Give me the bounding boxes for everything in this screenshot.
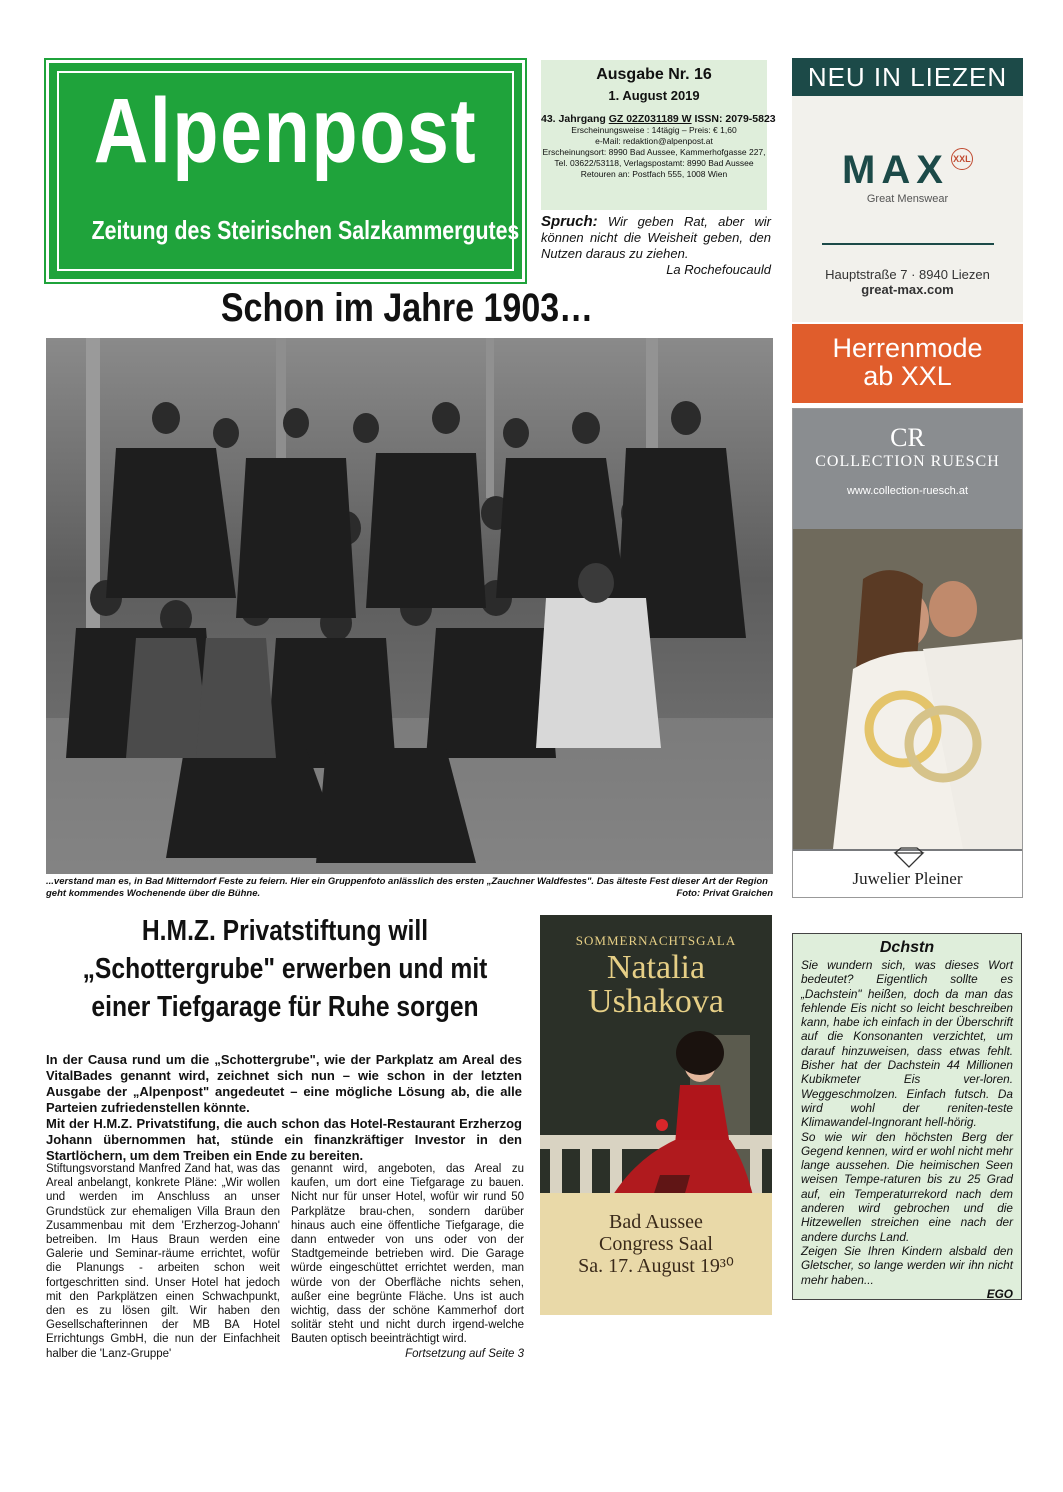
collection-url: www.collection-ruesch.at — [846, 485, 969, 497]
quote-author: La Rochefoucauld — [666, 262, 771, 277]
continued-note: Fortsetzung auf Seite 3 — [405, 1347, 524, 1360]
group-photo — [46, 338, 773, 874]
xxl-badge: XXL — [951, 148, 973, 170]
max-logo — [792, 148, 1023, 193]
promo-line-2: ab XXL — [863, 361, 952, 391]
column-title: Dchstn — [879, 939, 935, 956]
jeweler-name: Juwelier Pleiner — [852, 869, 963, 888]
article-lead — [46, 1052, 522, 1164]
jeweler-box — [793, 851, 1022, 897]
max-website: great-max.com — [861, 282, 954, 297]
issue-date: 1. August 2019 — [608, 88, 700, 103]
gala-town: Bad Aussee — [609, 1211, 703, 1233]
gala-hall: Congress Saal — [599, 1233, 713, 1255]
column-paragraph-2: So wie wir den höchsten Berg der Gegend kennen, wird er wohl nicht mehr lange aussehen. Die heimischen Seen weisen Tempe-raturen bis zu 25 Grad auf, ein Temperaturrekord nach dem anderen wird gebrochen und die Hitzewellen streichen eine nach der andere durchs Land. — [801, 1129, 1013, 1244]
gala-performer-name — [540, 951, 772, 1019]
group-photo-illustration — [46, 338, 773, 874]
gz-number: GZ 02Z031189 W — [608, 113, 692, 125]
couple-illustration — [793, 409, 1023, 898]
gala-venue-box — [540, 1193, 772, 1315]
max-logo-text: MAX — [842, 148, 949, 192]
cr-monogram: CR — [890, 423, 925, 452]
masthead-title: Alpenpost — [93, 80, 478, 182]
volume-label: 43. Jahrgang — [541, 113, 609, 125]
ruesch-jewelry-ad — [792, 408, 1023, 898]
opinion-column — [792, 933, 1022, 1300]
gala-date: Sa. 17. August 19³⁰ — [578, 1255, 734, 1277]
article-column-2 — [291, 1162, 524, 1361]
photo-caption — [46, 876, 773, 900]
max-banner: NEU IN LIEZEN — [792, 58, 1023, 96]
phone-post-office: Tel. 03622/53118, Verlagspostamt: 8990 Bad Aussee — [554, 158, 754, 168]
article-column-2-text: genannt wird, angeboten, das Areal zu kaufen, um dort eine Tiefgarage zu bauen. Nicht nur für unser Hotel, wofür wir rund 50 Parkplätze brau-chen, sondern darüber hinaus auch eine öffentliche Tiefgarage, die dann entweder von uns oder von der Stadtgemeinde betrieben wird. Die Garage würde eingeschüttet errichtet werden, man würde von der Oberfläche nichts sehen, außer eine begrünte Fläche. Uns ist auch wichtig, dass der schöne Kammerhof dort solitär steht und nicht durch irgend-welche Bauten optisch beeinträchtigt wird. — [291, 1163, 524, 1346]
photo-credit: Foto: Privat Graichen — [676, 888, 773, 899]
column-signature: EGO — [986, 1286, 1013, 1301]
gala-event-title: SOMMERNACHTSGALA — [575, 933, 737, 948]
publication-place: Erscheinungsort: 8990 Bad Aussee, Kammerhofgasse 227, — [542, 147, 766, 157]
returns-address: Retouren an: Postfach 555, 1008 Wien — [580, 169, 728, 179]
masthead-subtitle: Zeitung des Steirischen Salzkammergutes — [91, 215, 520, 245]
editorial-email: e-Mail: redaktion@alpenpost.at — [595, 136, 713, 146]
performer-first-name: Natalia — [606, 949, 706, 986]
promo-line-1: Herrenmode — [832, 333, 983, 363]
quote-text: Wir geben Rat, aber wir können nicht die Weisheit geben, den Nutzen daraus zu ziehen. — [541, 214, 771, 261]
issue-number: Ausgabe Nr. 16 — [596, 66, 712, 83]
max-menswear-ad — [792, 58, 1023, 322]
max-tagline: Great Menswear — [866, 193, 949, 205]
article-lead-paragraph-1: In der Causa rund um die „Schottergrube", wie der Parkplatz am Areal des VitalBades genannt wird, zeichnet sich nun – wie schon in der letzten Ausgabe der „Alpenpost" angedeutet – eine mögliche Lösung ab, die alle Parteien zufriedenstellen könnte. — [46, 1052, 522, 1115]
quote-label: Spruch: — [541, 213, 598, 230]
max-promo-banner — [792, 324, 1023, 403]
max-address: Hauptstraße 7 · 8940 Liezen — [825, 267, 990, 282]
issn-number: ISSN: 2079-5823 — [691, 113, 776, 125]
article-title: H.M.Z. Privatstiftung will „Schottergrube" erwerben und mit einer Tiefgarage für Ruhe sorgen — [82, 915, 488, 1023]
article-lead-paragraph-2: Mit der H.M.Z. Privatstifung, die auch schon das Hotel-Restaurant Erzherzog Johann übernommen hat, stünde ein finanzkräftiger Investor in den Startlöchern, um dem Treiben ein Ende zu bereiten. — [46, 1116, 522, 1163]
column-paragraph-1: Sie wundern sich, was dieses Wort bedeutet? Eigentlich sollte es „Dachstein" heißen, doch da man das fehlende Eis nicht so leicht beschreiben kann, habe ich einfach in der Überschrift auf die Konsonanten verzichtet, um darauf hinzuweisen, dass etwas fehlt. Bisher hat der Dachstein 44 Millionen Kubikmeter Eis ver-loren. Weggeschmolzen. Einfach futsch. Da wird wohl der reniten-teste Klimawandel-Ingnorant hell-hörig. — [801, 958, 1013, 1130]
front-page-headline: Schon im Jahre 1903… — [220, 286, 594, 330]
caption-text: ...verstand man es, in Bad Mitterndorf Feste zu feiern. Hier ein Gruppenfoto anlässlich des ersten „Zauchner Waldfestes". Das älteste Fest dieser Art der Region geht kommendes Wochenende über die Bühne. — [46, 876, 768, 899]
gala-advertisement — [540, 915, 772, 1315]
issue-volume — [541, 113, 776, 125]
article-column-1: Stiftungsvorstand Manfred Zand hat, was das Areal anbelangt, konkrete Pläne: „Wir wollen und werden im Anschluss an unser Grundstück zur ehemaligen Villa Braun den Zusammenbau mit dem 'Erzherzog-Johann' betreiben. Im Haus Braun werden eine Galerie und Seminar-räume errichtet, wofür die Planungs - arbeiten schon weit fortgeschritten sind. Unser Hotel hat jedoch mit den Parkplätzen einen Schwachpunkt, den es zu lösen gilt. Wir haben den Gesellschafterinnen der MB BA Hotel Errichtungs GmbH, die nun der Einfachheit halber die 'Lanz-Gruppe' — [46, 1163, 280, 1360]
masthead — [46, 60, 525, 282]
performer-last-name: Ushakova — [588, 983, 724, 1020]
diamond-icon — [889, 847, 929, 869]
max-divider — [822, 243, 994, 245]
quote-box — [541, 214, 771, 278]
issue-info-box — [541, 60, 776, 210]
publication-frequency: Erscheinungsweise : 14tägig – Preis: € 1,60 — [571, 125, 737, 135]
column-paragraph-3: Zeigen Sie Ihren Kindern alsbald den Gletscher, so lange werden wir ihn nicht mehr haben... — [801, 1243, 1013, 1287]
collection-name: COLLECTION RUESCH — [815, 453, 1000, 470]
